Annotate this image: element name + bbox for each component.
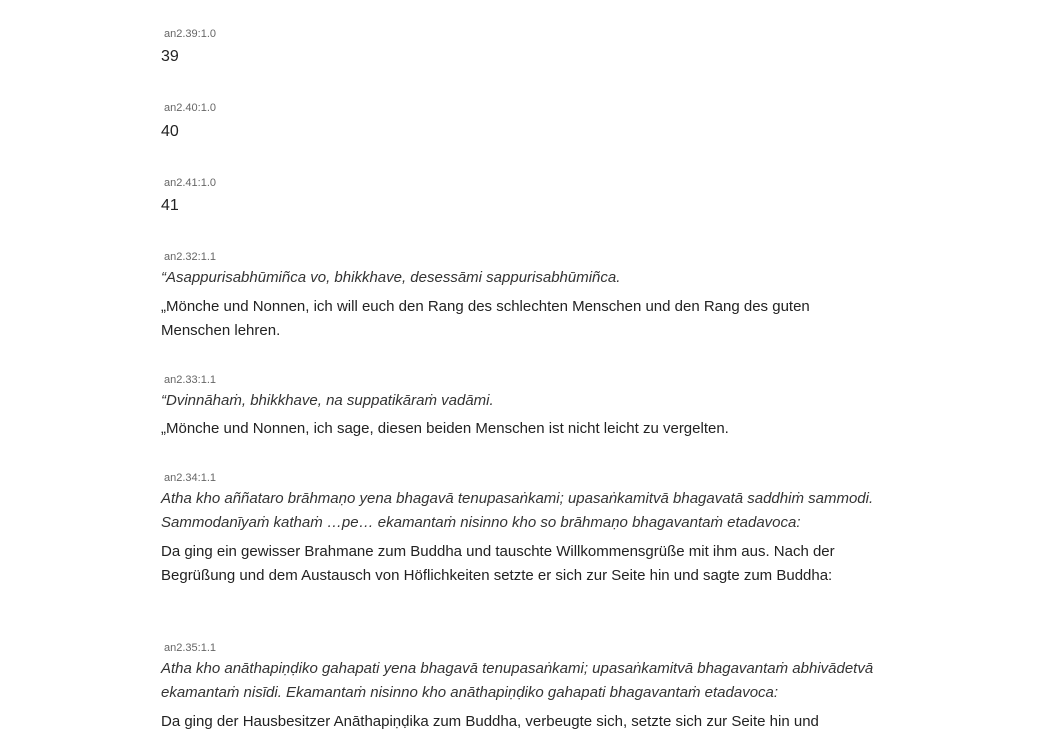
pali-text: Atha kho aññataro brāhmaṇo yena bhagavā tenupasaṅkami; upasaṅkamitvā bhagavatā saddhiṁ sammodi. Sammodanīyaṁ kathaṁ …pe… ekamantaṁ nisinno kho so brāhmaṇo bhagavantaṁ etadavoca: <box>161 490 874 531</box>
segment <box>161 373 881 441</box>
segment-reference: an2.39:1.0 <box>164 28 216 40</box>
translation-text: Da ging der Hausbesitzer Anāthapiṇḍika zum Buddha, verbeugte sich, setzte sich zur Seite hin und <box>161 713 819 730</box>
pali-text: “Dvinnāhaṁ, bhikkhave, na suppatikāraṁ vadāmi. <box>161 392 494 409</box>
segment <box>161 101 881 142</box>
section-number: 41 <box>161 197 179 214</box>
segment <box>161 250 881 343</box>
segment-reference: an2.32:1.1 <box>164 251 216 263</box>
segment-reference: an2.33:1.1 <box>164 374 216 386</box>
segment <box>161 471 881 588</box>
segment <box>161 27 881 67</box>
section-number: 39 <box>161 48 179 65</box>
translation-text: Da ging ein gewisser Brahmane zum Buddha und tauschte Willkommensgrüße mit ihm aus. Nach der Begrüßung und dem Austausch von Höflichkeiten setzte er sich zur Seite hin und sagte zum Buddha: <box>161 543 835 584</box>
pali-text: Atha kho anāthapiṇḍiko gahapati yena bhagavā tenupasaṅkami; upasaṅkamitvā bhagavantaṁ abhivādetvā ekamantaṁ nisīdi. Ekamantaṁ nisinno kho anāthapiṇḍiko gahapati bhagavantaṁ etadavoca: <box>161 660 874 701</box>
segment-reference: an2.40:1.0 <box>164 102 216 114</box>
translation-text: „Mönche und Nonnen, ich sage, diesen beiden Menschen ist nicht leicht zu vergelten. <box>161 420 729 437</box>
segment-reference: an2.34:1.1 <box>164 472 216 484</box>
segment-reference: an2.35:1.1 <box>164 642 216 654</box>
segment <box>161 176 881 216</box>
translation-text: „Mönche und Nonnen, ich will euch den Rang des schlechten Menschen und den Rang des guten Menschen lehren. <box>161 298 810 339</box>
pali-text: “Asappurisabhūmiñca vo, bhikkhave, desessāmi sappurisabhūmiñca. <box>161 269 621 286</box>
segment <box>161 641 881 734</box>
segment-reference: an2.41:1.0 <box>164 177 216 189</box>
section-number: 40 <box>161 123 179 140</box>
